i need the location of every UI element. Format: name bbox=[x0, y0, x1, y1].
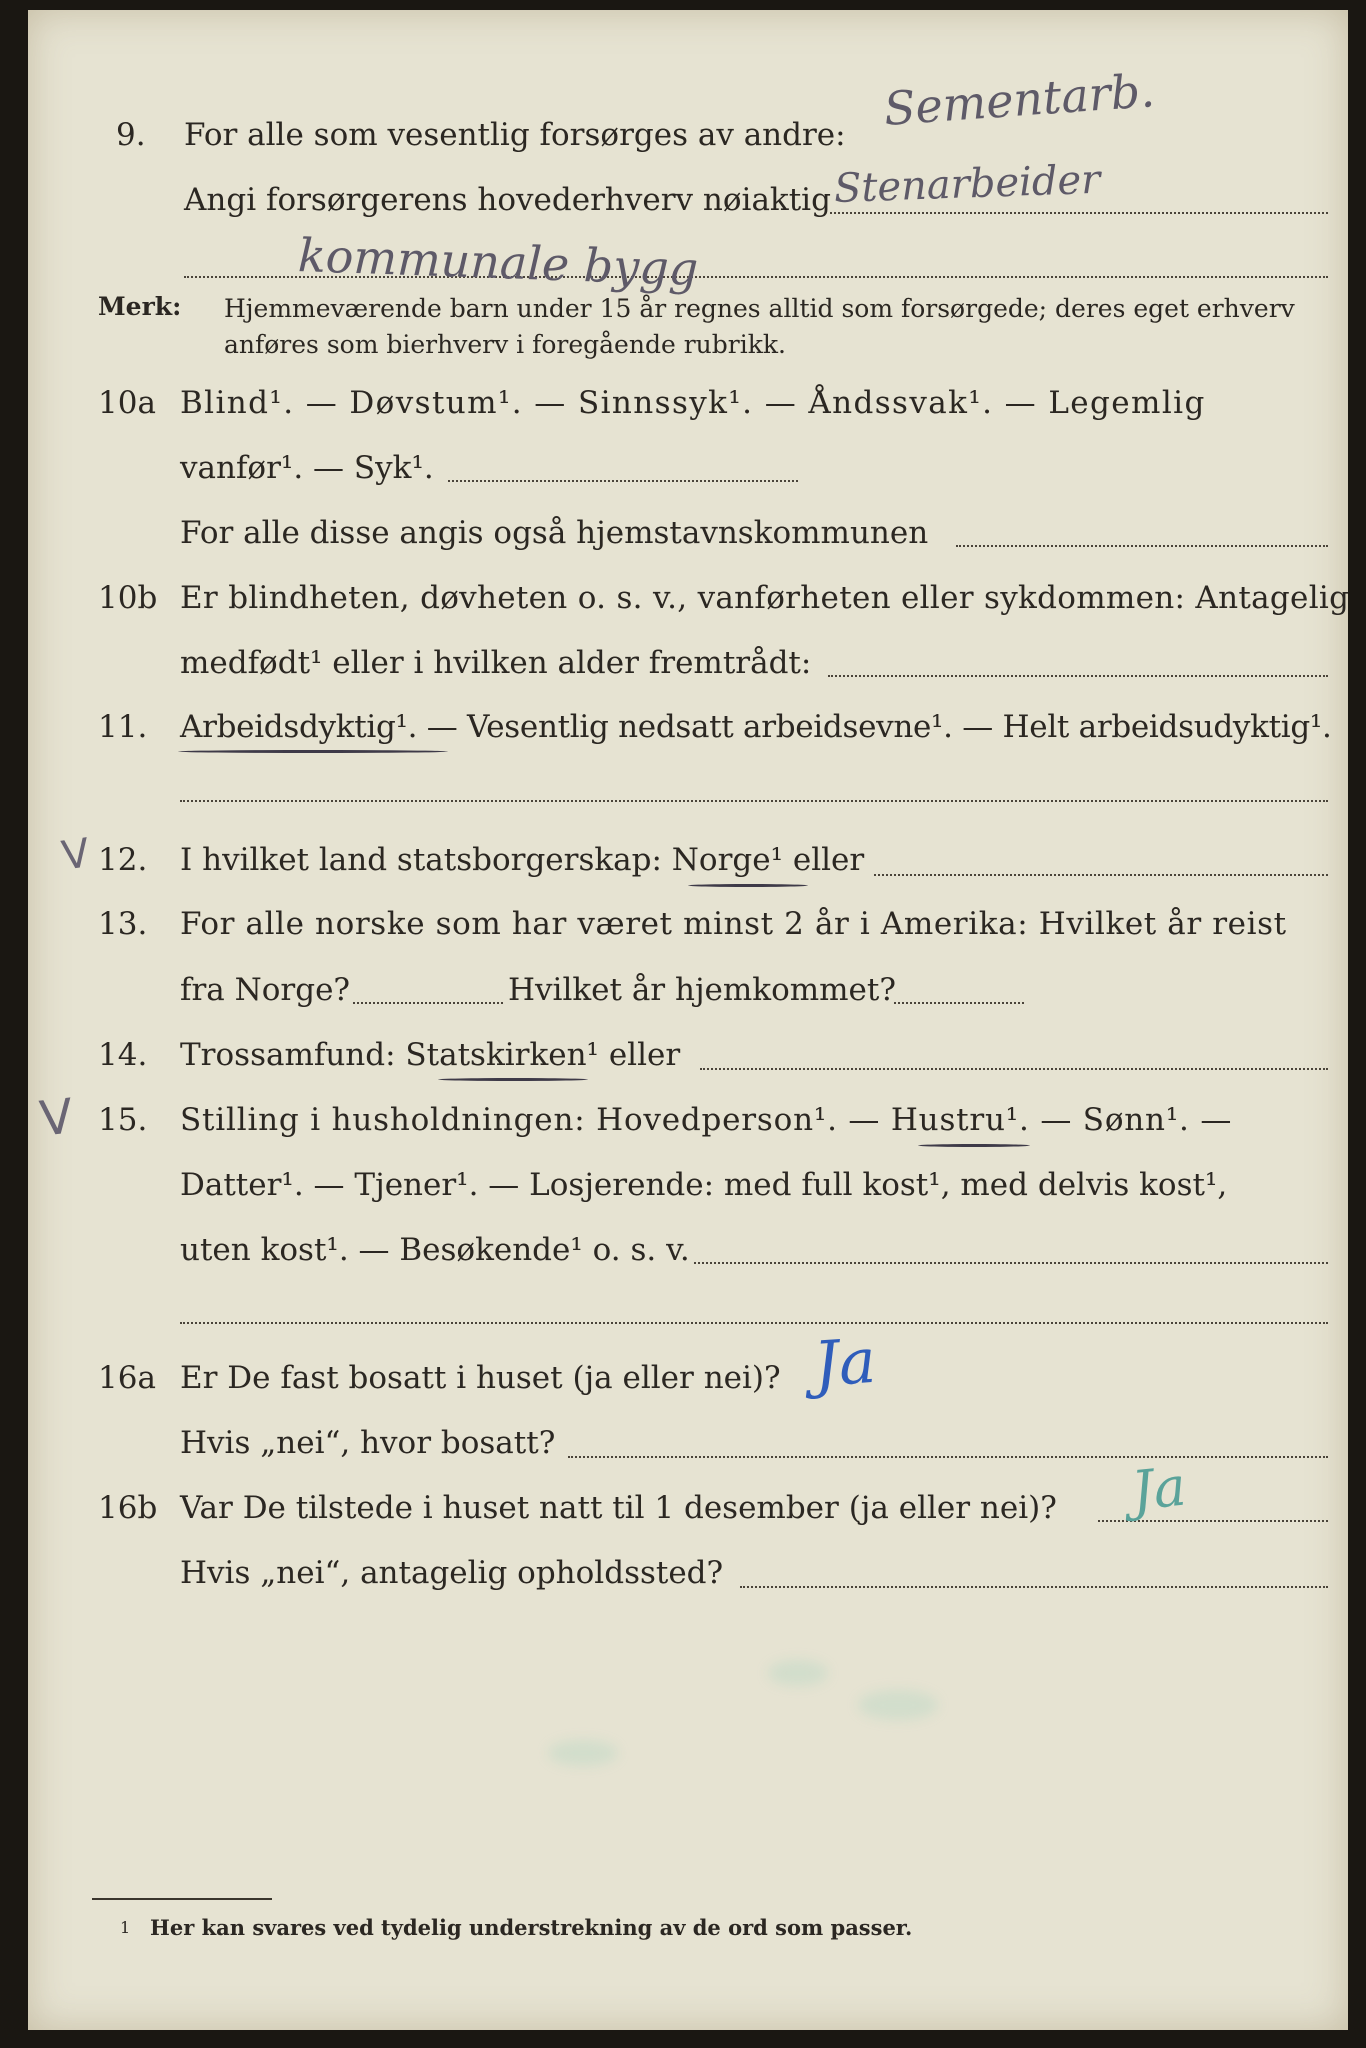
q12-check-mark: V bbox=[58, 830, 93, 880]
q9-line1: For alle som vesentlig forsørges av andre: bbox=[184, 117, 846, 153]
q10a-line3: For alle disse angis også hjemstavnskommunen bbox=[180, 515, 929, 551]
q11-answer-line bbox=[180, 800, 1328, 802]
footnote-mark: 1 bbox=[120, 1918, 131, 1937]
q11-underline-mark bbox=[178, 750, 448, 753]
merk-label: Merk: bbox=[98, 292, 182, 321]
q13-number: 13. bbox=[98, 906, 148, 942]
q15-number: 15. bbox=[98, 1102, 148, 1138]
q15-line1: Stilling i husholdningen: Hovedperson¹. — Hustru¹. — Sønn¹. — bbox=[180, 1102, 1233, 1138]
q13-line2a: fra Norge? bbox=[180, 972, 351, 1008]
q12-line1: I hvilket land statsborgerskap: Norge¹ eller bbox=[180, 842, 865, 878]
q10b-answer-line bbox=[828, 675, 1328, 677]
q15-answer-line-1 bbox=[694, 1262, 1328, 1264]
merk-line2: anføres som bierhverv i foregående rubrikk. bbox=[224, 330, 786, 359]
q13-answer-line-1 bbox=[353, 1002, 503, 1004]
q16a-answer: Ja bbox=[811, 1323, 879, 1401]
q16b-line2: Hvis „nei“, antagelig opholdssted? bbox=[180, 1555, 724, 1591]
q14-answer-line bbox=[700, 1068, 1328, 1070]
census-form-page bbox=[28, 10, 1348, 2030]
q10b-line2: medfødt¹ eller i hvilken alder fremtrådt: bbox=[180, 645, 812, 681]
footnote-rule bbox=[92, 1898, 272, 1900]
q12-underline-mark bbox=[688, 884, 808, 887]
ink-stain bbox=[768, 1660, 828, 1686]
q10a-number: 10a bbox=[98, 385, 156, 421]
q16b-answer: Ja bbox=[1128, 1454, 1189, 1523]
q9-number: 9. bbox=[116, 117, 146, 153]
q15-underline-mark bbox=[918, 1144, 1030, 1147]
ink-stain bbox=[548, 1740, 618, 1766]
q11-number: 11. bbox=[98, 709, 148, 745]
q10b-line1: Er blindheten, døvheten o. s. v., vanførheten eller sykdommen: Antagelig bbox=[180, 580, 1350, 616]
q16a-line1: Er De fast bosatt i huset (ja eller nei)? bbox=[180, 1360, 781, 1396]
ink-stain bbox=[858, 1690, 938, 1720]
footnote-text: Her kan svares ved tydelig understrekning av de ord som passer. bbox=[150, 1915, 913, 1940]
q16a-answer-line bbox=[568, 1456, 1328, 1458]
q10b-number: 10b bbox=[98, 580, 158, 616]
q10a-answer-line-1 bbox=[448, 480, 798, 482]
q16a-number: 16a bbox=[98, 1360, 156, 1396]
q16b-line1: Var De tilstede i huset natt til 1 desember (ja eller nei)? bbox=[180, 1490, 1057, 1526]
q10a-line2: vanfør¹. — Syk¹. bbox=[180, 450, 434, 486]
q13-line1: For alle norske som har været minst 2 år i Amerika: Hvilket år reist bbox=[180, 906, 1287, 942]
q14-line1: Trossamfund: Statskirken¹ eller bbox=[180, 1037, 681, 1073]
q10a-answer-line-2 bbox=[956, 545, 1328, 547]
q15-answer-line-2 bbox=[180, 1322, 1328, 1324]
q13-line2b: Hvilket år hjemkommet? bbox=[508, 972, 896, 1008]
q16a-line2: Hvis „nei“, hvor bosatt? bbox=[180, 1425, 556, 1461]
q12-answer-line bbox=[874, 874, 1328, 876]
q9-answer-2: Stenarbeider bbox=[833, 156, 1101, 212]
q9-line2: Angi forsørgerens hovederhverv nøiaktig bbox=[184, 182, 831, 218]
q14-number: 14. bbox=[98, 1037, 148, 1073]
q13-answer-line-2 bbox=[894, 1002, 1024, 1004]
q15-line2: Datter¹. — Tjener¹. — Losjerende: med full kost¹, med delvis kost¹, bbox=[180, 1167, 1228, 1203]
q9-answer-3: kommunale bygg bbox=[297, 228, 700, 296]
q16b-number: 16b bbox=[98, 1490, 158, 1526]
q12-number: 12. bbox=[98, 842, 148, 878]
q15-check-mark: V bbox=[37, 1088, 76, 1148]
q11-line1: Arbeidsdyktig¹. — Vesentlig nedsatt arbeidsevne¹. — Helt arbeidsudyktig¹. bbox=[180, 709, 1332, 745]
q16b-answer-line-2 bbox=[740, 1586, 1328, 1588]
q9-answer-1: Sementarb. bbox=[882, 63, 1157, 136]
q15-line3: uten kost¹. — Besøkende¹ o. s. v. bbox=[180, 1232, 690, 1268]
q10a-line1: Blind¹. — Døvstum¹. — Sinnssyk¹. — Åndssvak¹. — Legemlig bbox=[180, 385, 1206, 421]
q16b-answer-line-1 bbox=[1098, 1520, 1328, 1522]
q14-underline-mark bbox=[438, 1078, 588, 1081]
q9-answer-line-2 bbox=[830, 212, 1328, 214]
merk-line1: Hjemmeværende barn under 15 år regnes alltid som forsørgede; deres eget erhverv bbox=[224, 294, 1295, 323]
